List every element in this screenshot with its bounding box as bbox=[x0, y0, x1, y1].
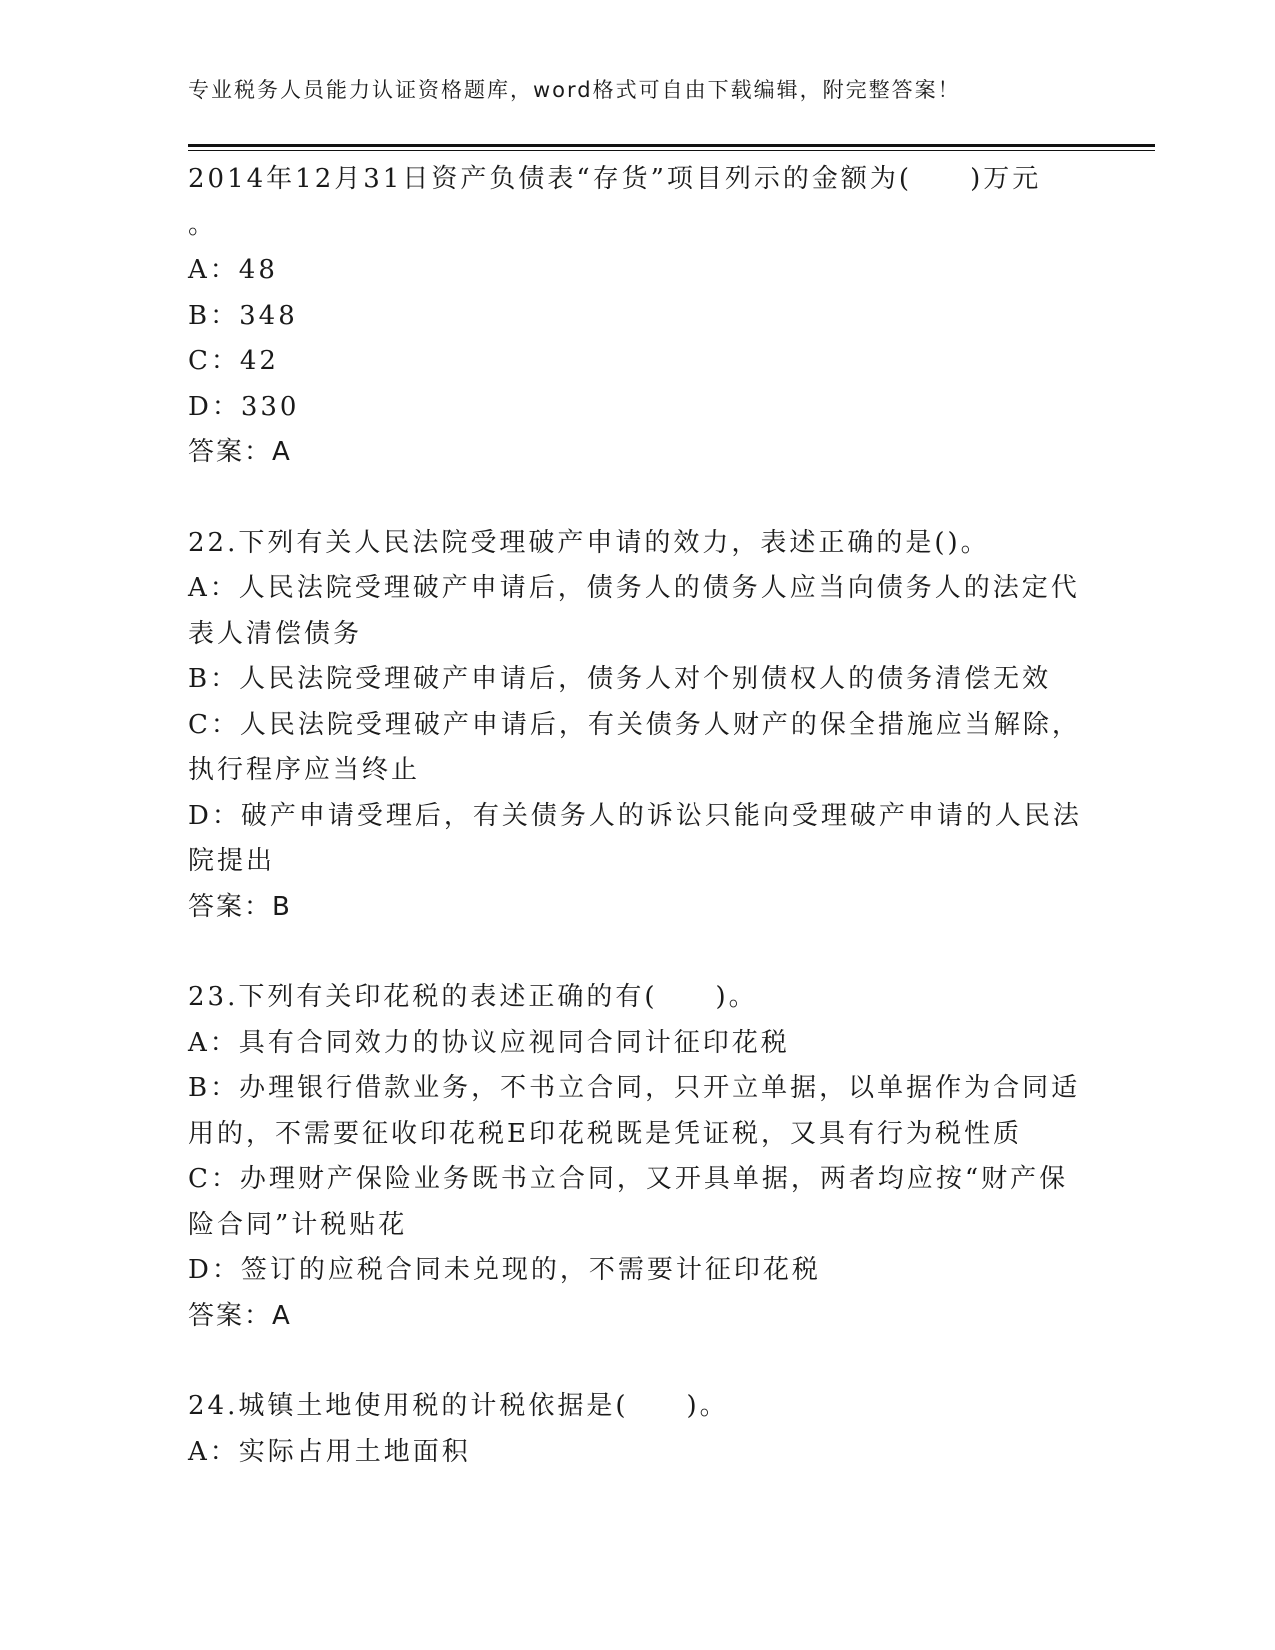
option-c-cont: 险合同”计税贴花 bbox=[188, 1209, 408, 1240]
option-a: A：48 bbox=[188, 255, 278, 285]
question-21 bbox=[188, 157, 1088, 476]
spacer bbox=[188, 930, 1088, 975]
question-stem: 。 bbox=[188, 209, 218, 240]
option-a: A：实际占用土地面积 bbox=[188, 1436, 471, 1467]
question-stem: 24.城镇土地使用税的计税依据是( )。 bbox=[188, 1391, 729, 1421]
question-24 bbox=[188, 1384, 1088, 1475]
question-stem: 22.下列有关人民法院受理破产申请的效力，表述正确的是()。 bbox=[188, 527, 990, 558]
spacer bbox=[188, 476, 1088, 521]
question-22 bbox=[188, 521, 1088, 931]
question-content bbox=[188, 157, 1088, 1475]
option-d: D：破产申请受理后，有关债务人的诉讼只能向受理破产申请的人民法 bbox=[188, 800, 1082, 831]
option-d: D：330 bbox=[188, 391, 300, 422]
answer: 答案：A bbox=[188, 437, 292, 467]
option-b-cont: 用的，不需要征收印花税E印花税既是凭证税，又具有行为税性质 bbox=[188, 1118, 1022, 1149]
option-d-cont: 院提出 bbox=[188, 846, 276, 876]
answer: 答案：B bbox=[188, 891, 292, 922]
question-stem: 2014年12月31日资产负债表“存货”项目列示的金额为( )万元 bbox=[188, 164, 1042, 194]
option-b: B：办理银行借款业务，不书立合同，只开立单据，以单据作为合同适 bbox=[188, 1073, 1081, 1103]
option-c-cont: 执行程序应当终止 bbox=[188, 755, 421, 785]
spacer bbox=[188, 1339, 1088, 1384]
option-a-cont: 表人清偿债务 bbox=[188, 618, 363, 649]
option-b: B：348 bbox=[188, 300, 298, 331]
page-header: 专业税务人员能力认证资格题库，word格式可自由下载编辑，附完整答案！ bbox=[188, 78, 961, 102]
header-rule-thin bbox=[188, 150, 1155, 151]
option-b: B：人民法院受理破产申请后，债务人对个别债权人的债务清偿无效 bbox=[188, 664, 1052, 694]
option-c: C：42 bbox=[188, 346, 279, 376]
option-a: A：人民法院受理破产申请后，债务人的债务人应当向债务人的法定代 bbox=[188, 573, 1080, 603]
option-a: A：具有合同效力的协议应视同合同计征印花税 bbox=[188, 1027, 790, 1058]
option-c: C：人民法院受理破产申请后，有关债务人财产的保全措施应当解除， bbox=[188, 709, 1081, 740]
header-rule-thick bbox=[188, 144, 1155, 147]
question-stem: 23.下列有关印花税的表述正确的有( )。 bbox=[188, 982, 758, 1012]
question-23 bbox=[188, 975, 1088, 1339]
option-d: D：签订的应税合同未兑现的，不需要计征印花税 bbox=[188, 1255, 821, 1285]
option-c: C：办理财产保险业务既书立合同，又开具单据，两者均应按“财产保 bbox=[188, 1164, 1069, 1194]
answer: 答案：A bbox=[188, 1300, 292, 1331]
